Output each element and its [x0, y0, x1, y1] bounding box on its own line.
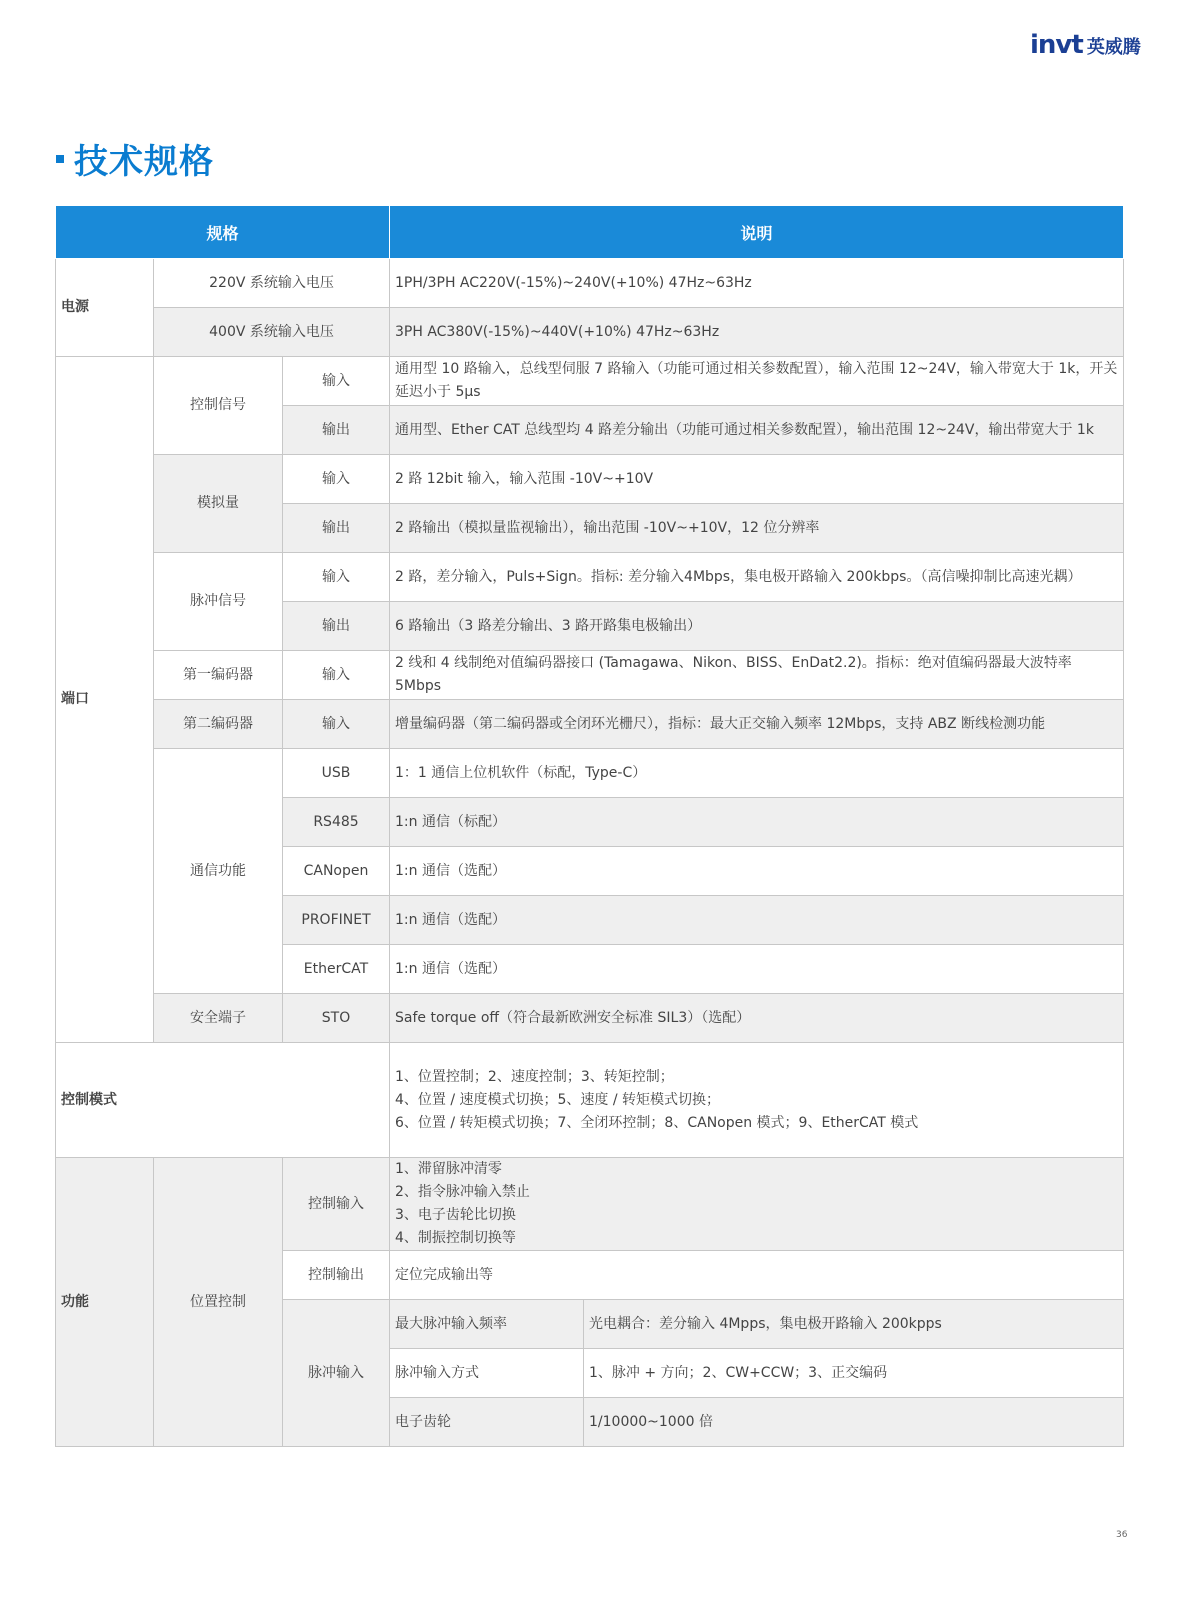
title-bullet-icon	[56, 155, 64, 163]
subgroup-position-control: 位置控制	[154, 1158, 283, 1447]
io-label: 输出	[283, 504, 390, 553]
io-label: 输入	[283, 700, 390, 749]
row-desc: 1:n 通信（选配）	[390, 945, 1124, 994]
row-label: 400V 系统输入电压	[154, 308, 390, 357]
group-function: 功能	[56, 1158, 154, 1447]
subgroup-encoder2: 第二编码器	[154, 700, 283, 749]
subgroup-pulse: 脉冲信号	[154, 553, 283, 651]
table-row	[56, 1043, 1124, 1158]
row-desc: 2 线和 4 线制绝对值编码器接口 (Tamagawa、Nikon、BISS、EnDat2.2)。指标：绝对值编码器最大波特率 5Mbps	[390, 651, 1124, 700]
table-row	[56, 553, 1124, 602]
io-label: 输入	[283, 455, 390, 504]
row-desc: 2 路 12bit 输入，输入范围 -10V~+10V	[390, 455, 1124, 504]
param-desc: 1/10000~1000 倍	[584, 1398, 1124, 1447]
row-desc: 通用型、Ether CAT 总线型均 4 路差分输出（功能可通过相关参数配置），输出范围 12~24V，输出带宽大于 1k	[390, 406, 1124, 455]
row-desc: 定位完成输出等	[390, 1251, 1124, 1300]
table-row	[56, 749, 1124, 798]
io-label: 控制输出	[283, 1251, 390, 1300]
row-desc: 通用型 10 路输入，总线型伺服 7 路输入（功能可通过相关参数配置），输入范围 12~24V，输入带宽大于 1k，开关延迟小于 5µs	[390, 357, 1124, 406]
io-label: 输入	[283, 357, 390, 406]
param-desc: 1、脉冲 + 方向；2、CW+CCW；3、正交编码	[584, 1349, 1124, 1398]
row-desc: 2 路，差分输入，Puls+Sign。指标: 差分输入4Mbps，集电极开路输入 200kbps。（高信噪抑制比高速光耦）	[390, 553, 1124, 602]
row-desc: 1:n 通信（选配）	[390, 847, 1124, 896]
param-name: 脉冲输入方式	[390, 1349, 584, 1398]
table-row	[56, 259, 1124, 308]
table-row	[56, 994, 1124, 1043]
spec-table	[55, 205, 1124, 1447]
comm-name: CANopen	[283, 847, 390, 896]
comm-name: RS485	[283, 798, 390, 847]
row-desc: 1PH/3PH AC220V(-15%)~240V(+10%) 47Hz~63Hz	[390, 259, 1124, 308]
control-input-desc	[390, 1158, 1124, 1251]
subgroup-encoder1: 第一编码器	[154, 651, 283, 700]
group-control-mode: 控制模式	[56, 1043, 390, 1158]
io-label: 控制输入	[283, 1158, 390, 1251]
param-desc: 光电耦合：差分输入 4Mpps，集电极开路输入 200kpps	[584, 1300, 1124, 1349]
section-title	[56, 134, 214, 183]
control-mode-desc	[390, 1043, 1124, 1158]
table-header-row	[56, 206, 1124, 259]
table-row	[56, 357, 1124, 406]
safety-name: STO	[283, 994, 390, 1043]
list-item: 2、指令脉冲输入禁止	[395, 1184, 530, 1200]
io-label: 输入	[283, 553, 390, 602]
brand-logo	[1030, 30, 1141, 60]
table-row	[56, 1158, 1124, 1251]
list-item: 1、滞留脉冲清零	[395, 1161, 502, 1177]
list-item: 3、电子齿轮比切换	[395, 1207, 516, 1223]
row-desc: 2 路输出（模拟量监视输出），输出范围 -10V~+10V，12 位分辨率	[390, 504, 1124, 553]
row-desc: 1：1 通信上位机软件（标配，Type-C）	[390, 749, 1124, 798]
table-row	[56, 651, 1124, 700]
mode-line: 6、位置 / 转矩模式切换；7、全闭环控制；8、CANopen 模式；9、EtherCAT 模式	[395, 1114, 919, 1131]
row-desc: 3PH AC380V(-15%)~440V(+10%) 47Hz~63Hz	[390, 308, 1124, 357]
logo-mark: invt	[1030, 30, 1083, 60]
mode-line: 1、位置控制；2、速度控制；3、转矩控制；	[395, 1068, 674, 1085]
param-name: 电子齿轮	[390, 1398, 584, 1447]
param-name: 最大脉冲输入频率	[390, 1300, 584, 1349]
table-row	[56, 455, 1124, 504]
group-ports: 端口	[56, 357, 154, 1043]
row-desc: 1:n 通信（标配）	[390, 798, 1124, 847]
header-desc: 说明	[390, 206, 1124, 259]
io-label: 输出	[283, 602, 390, 651]
subgroup-comm: 通信功能	[154, 749, 283, 994]
list-item: 4、制振控制切换等	[395, 1230, 516, 1246]
group-power: 电源	[56, 259, 154, 357]
page-number: 36	[1116, 1530, 1128, 1540]
table-row	[56, 700, 1124, 749]
io-label: 输入	[283, 651, 390, 700]
row-desc: 增量编码器（第二编码器或全闭环光栅尺），指标：最大正交输入频率 12Mbps，支持 ABZ 断线检测功能	[390, 700, 1124, 749]
row-desc: 6 路输出（3 路差分输出、3 路开路集电极输出）	[390, 602, 1124, 651]
row-desc: Safe torque off（符合最新欧洲安全标准 SIL3）（选配）	[390, 994, 1124, 1043]
io-label: 输出	[283, 406, 390, 455]
io-label: 脉冲输入	[283, 1300, 390, 1447]
header-spec: 规格	[56, 206, 390, 259]
row-label: 220V 系统输入电压	[154, 259, 390, 308]
subgroup-safety: 安全端子	[154, 994, 283, 1043]
page-title: 技术规格	[74, 142, 214, 182]
table-row	[56, 308, 1124, 357]
mode-line: 4、位置 / 速度模式切换；5、速度 / 转矩模式切换；	[395, 1091, 721, 1108]
subgroup-control-signal: 控制信号	[154, 357, 283, 455]
row-desc: 1:n 通信（选配）	[390, 896, 1124, 945]
subgroup-analog: 模拟量	[154, 455, 283, 553]
comm-name: PROFINET	[283, 896, 390, 945]
logo-name: 英威腾	[1086, 37, 1141, 58]
comm-name: USB	[283, 749, 390, 798]
comm-name: EtherCAT	[283, 945, 390, 994]
